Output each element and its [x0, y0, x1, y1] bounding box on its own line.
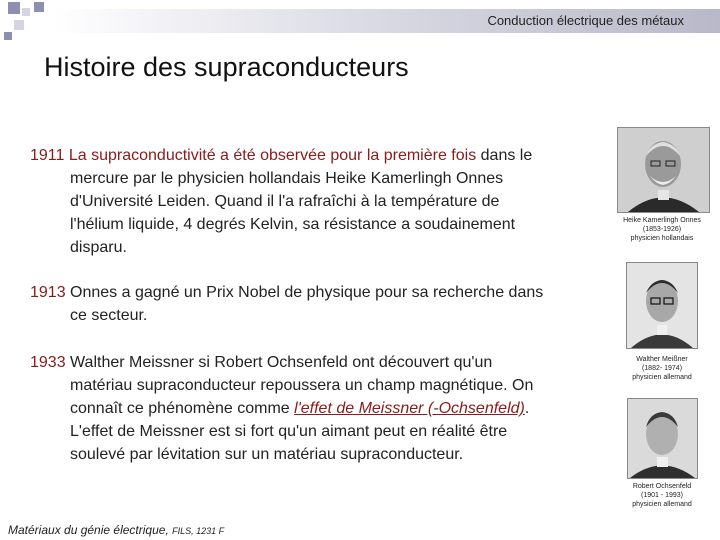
paragraph-1913: [30, 281, 543, 327]
para-line: L'effet de Meissner est si fort qu'un aimant peut en réalité être: [70, 423, 508, 440]
caption-name: Robert Ochsenfeld: [632, 483, 692, 490]
para-text: .: [524, 400, 530, 417]
deco-square: [34, 2, 44, 12]
paragraph-1911: [30, 144, 532, 259]
deco-square: [8, 2, 20, 14]
para-line: soulevé par lévitation sur un matériau supraconducteur.: [70, 446, 464, 463]
deco-square: [22, 8, 30, 16]
year-label: 1911: [30, 147, 65, 164]
slide-title: Histoire des supraconducteurs: [44, 52, 409, 82]
caption-dates: (1853-1926): [642, 226, 682, 233]
para-line: disparu.: [70, 239, 127, 256]
onnes-photo: [617, 127, 710, 213]
meissner-effect-link: l'effet de Meissner (-Ochsenfeld): [294, 400, 525, 417]
footer-separator: ,: [165, 523, 173, 537]
caption-role: physicien allemand: [632, 374, 692, 381]
para-text: dans le: [476, 147, 533, 164]
highlight-text: La supraconductivité a été observée pour la première fois: [64, 147, 477, 164]
year-label: 1913: [30, 284, 66, 301]
caption-role: physicien hollandais: [630, 235, 694, 242]
para-text: Walther Meissner si Robert Ochsenfeld ont découvert qu'un: [65, 354, 493, 371]
caption-dates: (1901 - 1993): [640, 492, 684, 499]
meissner-photo: [626, 262, 698, 349]
meissner-caption: [612, 355, 712, 382]
para-line: d'Université Leiden. Quand il l'a rafraîchi à la température de: [70, 193, 500, 210]
deco-square: [4, 32, 12, 40]
para-text: Onnes a gagné un Prix Nobel de physique pour sa recherche dans: [65, 284, 544, 301]
para-line: [30, 281, 543, 304]
footer-course: Matériaux du génie électrique: [8, 523, 166, 537]
para-line: matériau supraconducteur repoussera un champ magnétique. On: [70, 377, 534, 394]
caption-name: Walther Meißner: [636, 356, 688, 363]
para-line: ce secteur.: [70, 307, 148, 324]
year-label: 1933: [30, 354, 66, 371]
footer: [8, 523, 224, 537]
para-text: connaît ce phénomène comme: [70, 400, 295, 417]
para-line: [30, 397, 533, 420]
paragraph-1933: [30, 351, 533, 466]
header-title: Conduction électrique des métaux: [487, 13, 684, 28]
para-line: [30, 351, 533, 374]
corner-decoration: [0, 0, 60, 48]
para-line: mercure par le physicien hollandais Heike Kamerlingh Onnes: [70, 170, 504, 187]
ochsenfeld-caption: [612, 482, 712, 509]
para-line: l'hélium liquide, 4 degrés Kelvin, sa résistance a soudainement: [70, 216, 516, 233]
onnes-caption: [612, 216, 712, 243]
ochsenfeld-photo: [627, 398, 698, 479]
deco-square: [14, 20, 24, 30]
para-line: [30, 144, 532, 167]
footer-code: FILS, 1231 F: [172, 526, 225, 536]
caption-dates: (1882- 1974): [641, 365, 683, 372]
caption-name: Heike Kamerlingh Onnes: [623, 217, 701, 224]
caption-role: physicien allemand: [632, 501, 692, 508]
